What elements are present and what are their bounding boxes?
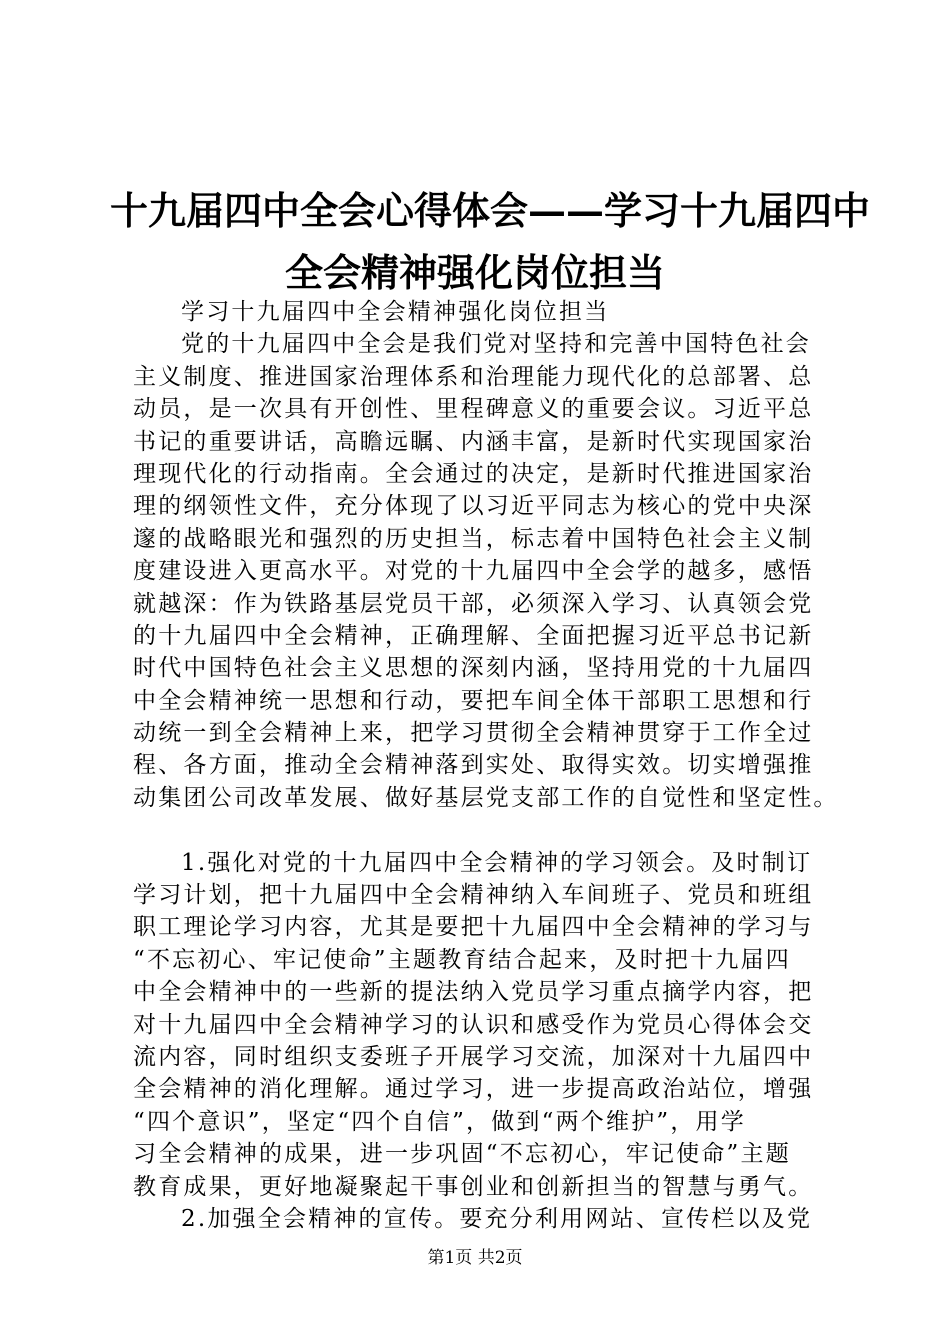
body-line: 动员，是一次具有开创性、里程碑意义的重要会议。习近平总 [133, 396, 814, 423]
document-title-line-2: 全会精神强化岗位担当 [284, 250, 665, 295]
body-line: 理的纲领性文件，充分体现了以习近平同志为核心的党中央深 [133, 493, 814, 520]
body-line: 全会精神的消化理解。通过学习，进一步提高政治站位，增强 [133, 1076, 814, 1103]
body-line: “不忘初心、牢记使命”主题教育结合起来，及时把十九届四 [133, 946, 791, 973]
body-line: 党的十九届四中全会是我们党对坚持和完善中国特色社会 [181, 331, 811, 358]
body-line: 动统一到全会精神上来，把学习贯彻全会精神贯穿于工作全过 [133, 720, 814, 747]
body-line: 理现代化的行动指南。全会通过的决定，是新时代推进国家治 [133, 460, 814, 487]
body-line: 流内容，同时组织支委班子开展学习交流，加深对十九届四中 [133, 1043, 814, 1070]
body-line: 职工理论学习内容，尤其是要把十九届四中全会精神的学习与 [133, 914, 814, 941]
subtitle-line: 学习十九届四中全会精神强化岗位担当 [181, 299, 610, 325]
document-body [133, 296, 838, 1235]
body-line: 邃的战略眼光和强烈的历史担当，标志着中国特色社会主义制 [133, 525, 814, 552]
body-line: 书记的重要讲话，高瞻远瞩、内涵丰富，是新时代实现国家治 [133, 428, 814, 455]
paragraph-gap [133, 814, 838, 846]
body-line: 就越深：作为铁路基层党员干部，必须深入学习、认真领会党 [133, 590, 814, 617]
body-line: 动集团公司改革发展、做好基层党支部工作的自觉性和坚定性。 [133, 784, 839, 811]
body-line: 教育成果，更好地凝聚起干事创业和创新担当的智慧与勇气。 [133, 1173, 814, 1200]
body-line: 主义制度、推进国家治理体系和治理能力现代化的总部署、总 [133, 363, 814, 390]
body-line: 习全会精神的成果，进一步巩固“不忘初心，牢记使命”主题 [133, 1141, 791, 1168]
body-line: 1.强化对党的十九届四中全会精神的学习领会。及时制订 [181, 849, 813, 876]
body-line: 中全会精神中的一些新的提法纳入党员学习重点摘学内容，把 [133, 979, 814, 1006]
body-line: 的十九届四中全会精神，正确理解、全面把握习近平总书记新 [133, 622, 814, 649]
body-line: 程、各方面，推动全会精神落到实处、取得实效。切实增强推 [133, 752, 814, 779]
body-line: 学习计划，把十九届四中全会精神纳入车间班子、党员和班组 [133, 882, 814, 909]
body-line: 度建设进入更高水平。对党的十九届四中全会学的越多，感悟 [133, 558, 814, 585]
body-line: “四个意识”，坚定“四个自信”，做到“两个维护”，用学 [133, 1108, 746, 1135]
body-line: 对十九届四中全会精神学习的认识和感受作为党员心得体会交 [133, 1011, 814, 1038]
body-line: 时代中国特色社会主义思想的深刻内涵，坚持用党的十九届四 [133, 655, 814, 682]
page-footer: 第1页 共2页 [427, 1248, 523, 1268]
body-line: 2.加强全会精神的宣传。要充分利用网站、宣传栏以及党 [181, 1205, 813, 1232]
body-line: 中全会精神统一思想和行动，要把车间全体干部职工思想和行 [133, 687, 814, 714]
document-title-line-1: 十九届四中全会心得体会——学习十九届四中 [110, 188, 871, 233]
